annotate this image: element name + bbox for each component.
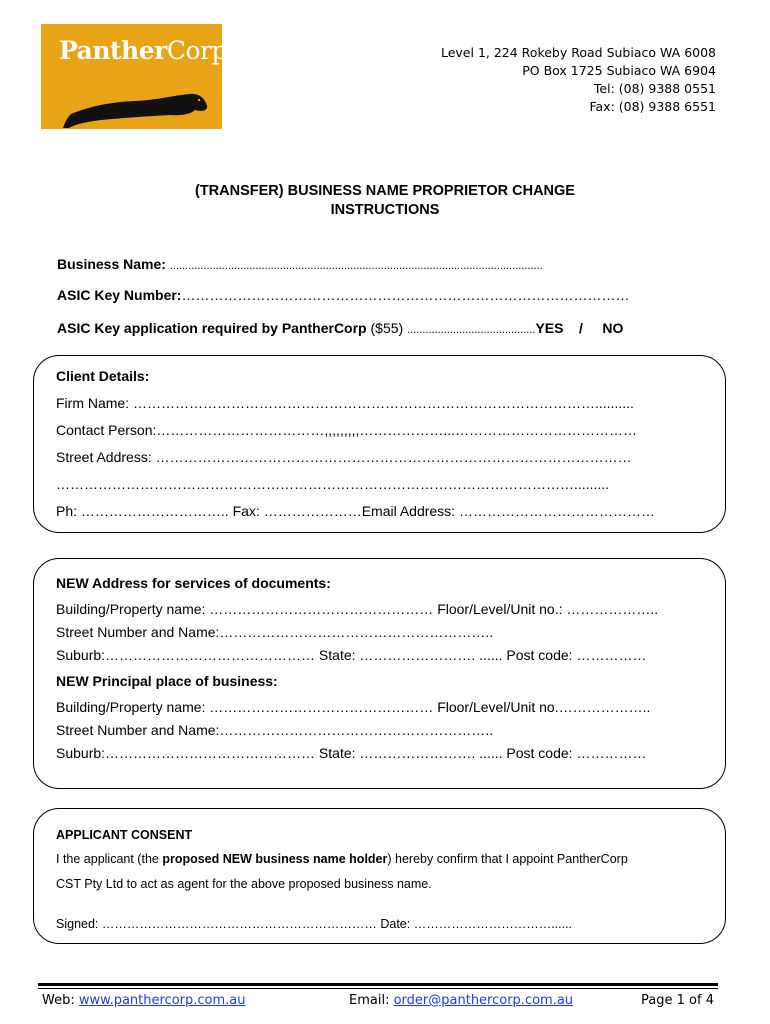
new-address-box — [33, 558, 726, 789]
company-address — [441, 44, 716, 116]
address-line: PO Box 1725 Subiaco WA 6904 — [522, 63, 716, 78]
yes-no-choice[interactable]: YES / NO — [535, 320, 624, 336]
asic-app-label: ASIC Key application required by PantherCorp — [57, 320, 367, 336]
contact-person-field[interactable]: Contact Person:………………………………,,,,,,,,,………………...………………………………… — [56, 422, 638, 438]
signed-date-field[interactable]: Signed: ………………………………………………………… Date: ……………………………...... — [56, 917, 573, 931]
panthercorp-logo — [41, 24, 227, 129]
asic-app-fee: ($55) — [366, 320, 408, 336]
consent-heading: APPLICANT CONSENT — [56, 828, 193, 842]
building-property-field-1[interactable]: Building/Property name: ………………………………………… Floor/Level/Unit no.: ……………….. — [56, 601, 659, 617]
logo-wordmark — [59, 36, 227, 65]
suburb-state-postcode-field-2[interactable]: Suburb:……………………………………… State: ……………………. ...... Post code: …………… — [56, 745, 647, 761]
consent-text-a: I the applicant (the — [56, 852, 163, 866]
title-line-2: INSTRUCTIONS — [330, 202, 440, 218]
principal-place-heading: NEW Principal place of business: — [56, 673, 278, 689]
asic-key-field[interactable] — [57, 287, 629, 303]
address-line: Tel: (08) 9388 0551 — [593, 81, 716, 96]
panther-icon — [41, 84, 222, 129]
consent-text-bold: proposed NEW business name holder — [162, 852, 388, 866]
address-line: Level 1, 224 Rokeby Road Subiaco WA 6008 — [440, 45, 716, 60]
web-link[interactable]: www.panthercorp.com.au — [78, 993, 246, 1008]
address-line: Fax: (08) 9388 6551 — [589, 99, 716, 114]
asic-key-dots: …………………………………………………………………………………… — [181, 287, 630, 303]
street-address-field[interactable]: Street Address: ………………………………………………………………………………………… — [56, 449, 632, 465]
footer-email — [349, 993, 573, 1008]
suburb-state-postcode-field-1[interactable]: Suburb:……………………………………… State: ……………………. ...... Post code: …………… — [56, 647, 647, 663]
consent-text-line-2: CST Pty Ltd to act as agent for the above proposed business name. — [56, 877, 432, 891]
title-line-1: (TRANSFER) BUSINESS NAME PROPRIETOR CHANGE — [195, 183, 575, 199]
web-label: Web: — [42, 993, 79, 1008]
phone-fax-email-field[interactable]: Ph: ………………………….. Fax: …………………Email Address: …………………………………… — [56, 503, 655, 519]
footer-web — [42, 993, 245, 1008]
page-title — [0, 182, 770, 220]
firm-name-field[interactable]: Firm Name: ……………………………………………………………………………………….......... — [56, 395, 634, 411]
service-address-heading: NEW Address for services of documents: — [56, 575, 331, 591]
business-name-field[interactable] — [57, 256, 543, 272]
applicant-consent-box — [33, 808, 726, 944]
asic-key-label: ASIC Key Number: — [57, 287, 182, 303]
business-name-dots: .......................................................................................................................... — [169, 260, 543, 272]
building-property-field-2[interactable]: Building/Property name: ………………………………………… Floor/Level/Unit no.……………….. — [56, 699, 651, 715]
email-link[interactable]: order@panthercorp.com.au — [393, 993, 574, 1008]
client-details-heading: Client Details: — [56, 368, 150, 384]
street-number-field-1[interactable]: Street Number and Name:………………………………………………….. — [56, 624, 494, 640]
footer-divider-thin — [38, 988, 718, 989]
street-address-line-2[interactable]: …………………………………………………………………………………………………......... — [56, 476, 610, 492]
consent-text-line-1 — [56, 852, 628, 866]
consent-text-c: ) hereby confirm that I appoint PantherCorp — [387, 852, 628, 866]
business-name-label: Business Name: — [57, 256, 166, 272]
street-number-field-2[interactable]: Street Number and Name:………………………………………………….. — [56, 722, 494, 738]
logo-text-light: Corp — [166, 36, 227, 65]
logo-text-bold: Panther — [59, 36, 167, 65]
email-label: Email: — [349, 993, 394, 1008]
page-number: Page 1 of 4 — [641, 993, 714, 1008]
client-details-box — [33, 355, 726, 533]
asic-application-field — [57, 320, 623, 336]
footer-divider-thick — [38, 983, 718, 986]
asic-app-dots: .......................................... — [407, 324, 536, 336]
